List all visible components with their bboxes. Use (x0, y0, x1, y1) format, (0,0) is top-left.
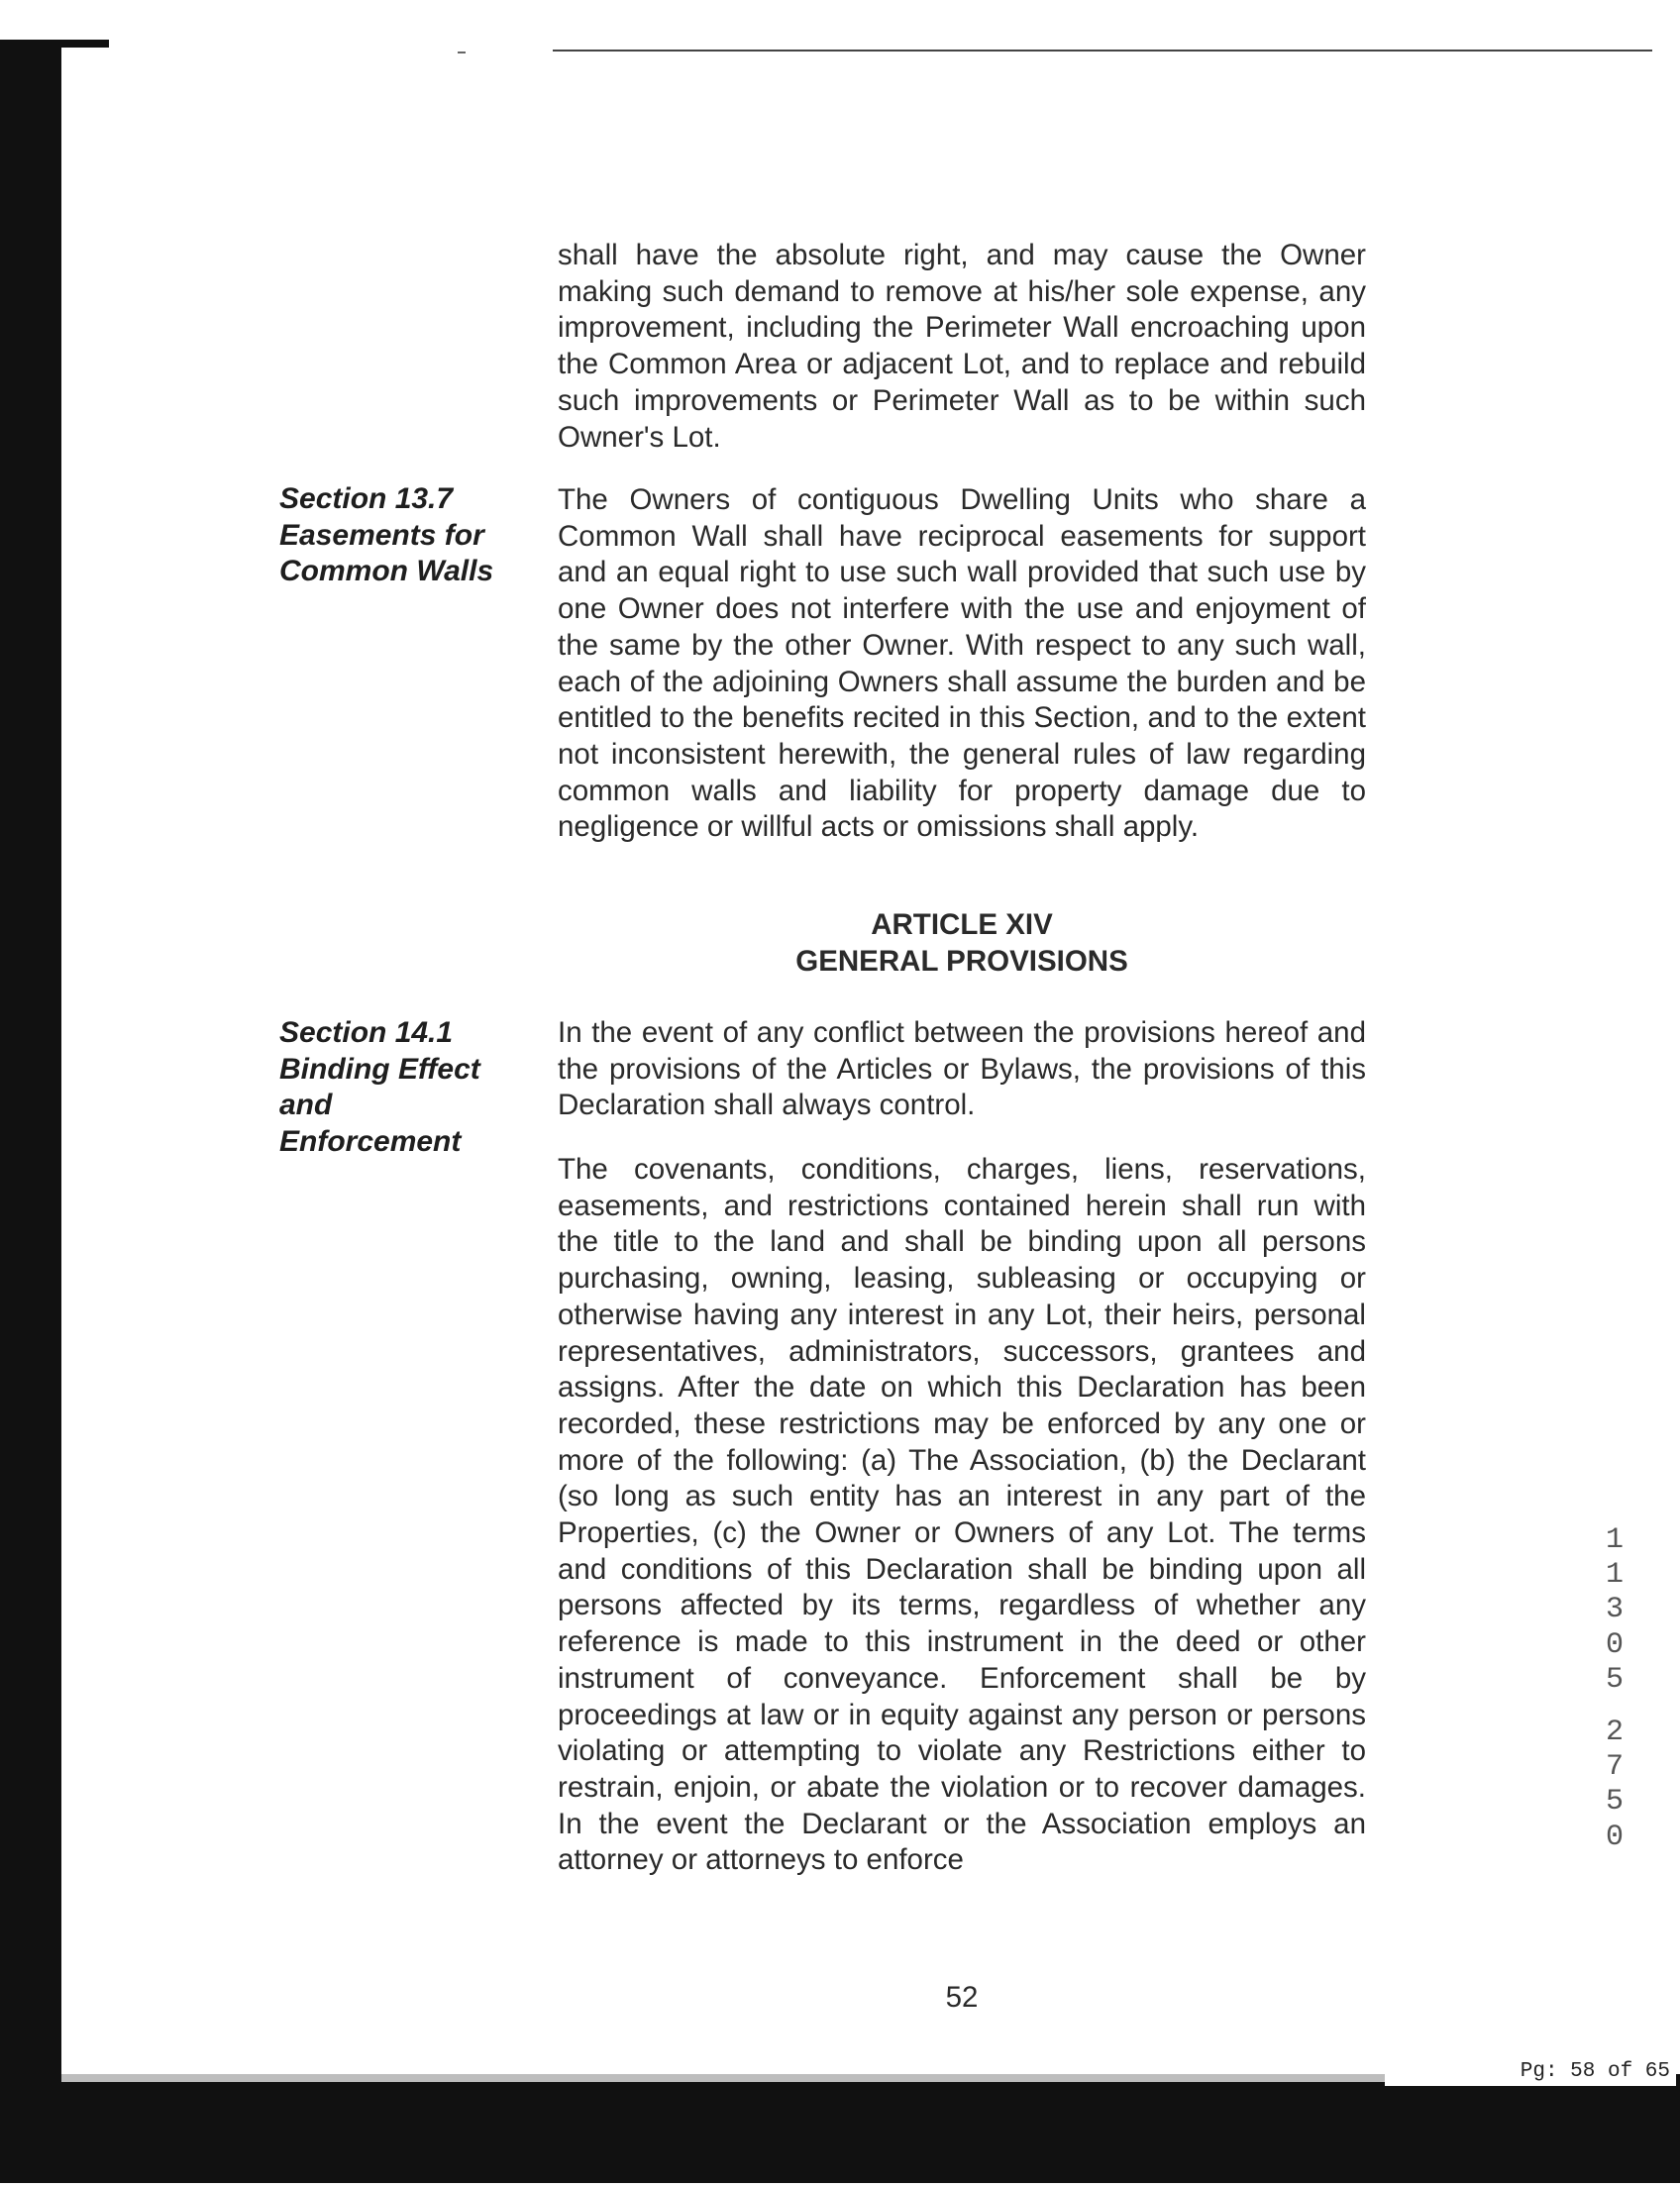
scan-bottom-edge (0, 2074, 1680, 2183)
scan-left-edge (0, 40, 61, 2100)
stamp-digit: 5 (1605, 1662, 1624, 1697)
stamp-digit: 1 (1605, 1523, 1624, 1557)
paragraph-continuation: shall have the absolute right, and may cause the Owner making such demand to remove at his/her sole expense, any improvement, including the Perimeter Wall encroaching upon the Common Area or adjacent Lot, and to replace and rebuild such improvements or Perimeter Wall as to be within such Owner's Lot. (558, 239, 1366, 454)
stamp-digit: 5 (1605, 1785, 1624, 1820)
page-count-stamp: Pg: 58 of 65 (1385, 2058, 1676, 2086)
section-13-7-title-line-2: Common Walls (279, 555, 494, 587)
section-13-7-title-line-1: Easements for (279, 518, 484, 552)
section-14-1-title-line-3: Enforcement (279, 1124, 462, 1158)
stamp-digit: 0 (1605, 1820, 1624, 1854)
paragraph-section-14-1-b: The covenants, conditions, charges, liens, reservations, easements, and restrictions contained herein shall run with the title to the land and shall be binding upon all persons purchasing, owning, leasing, subleasing or occupying or otherwise having any interest in any Lot, their heirs, personal representatives, administrators, successors, grantees and assigns. After the date on which this Declaration has been recorded, these restrictions may be enforced by any one or more of the following: (a) The Association, (b) the Declarant (so long as such entity has an interest in any part of the Properties, (c) the Owner or Owners of any Lot. The terms and conditions of this Declaration shall be binding upon all persons affected by its terms, regardless of whether any reference is made to this instrument in the deed or other instrument of conveyance. Enforcement shall be by proceedings at law or in equity against any person or persons violating or attempting to violate any Restrictions either to restrain, enjoin, or abate the violation or to recover damages. In the event the Declarant or the Association employs an attorney or attorneys to enforce (558, 1153, 1366, 1877)
article-title: GENERAL PROVISIONS (795, 944, 1128, 978)
section-13-7-number: Section 13.7 (279, 482, 454, 515)
paragraph-section-14-1-a: In the event of any conflict between the provisions hereof and the provisions of the Articles or Bylaws, the provisions of this Declaration shall always control. (558, 1016, 1366, 1122)
paragraph-section-13-7: The Owners of contiguous Dwelling Units who share a Common Wall shall have reciprocal easements for support and an equal right to use such wall provided that such use by one Owner does not interfere with the use and enjoyment of the same by the other Owner. With respect to any such wall, each of the adjoining Owners shall assume the burden and be entitled to the benefits recited in this Section, and to the extent not inconsistent herewith, the general rules of law regarding common walls and liability for property damage due to negligence or willful acts or omissions shall apply. (558, 483, 1366, 844)
stamp-digit: 3 (1605, 1593, 1624, 1627)
stamp-digit: 0 (1605, 1627, 1624, 1662)
section-14-1-title-line-1: Binding Effect (279, 1052, 480, 1086)
section-14-1-label (279, 1015, 522, 1160)
section-13-7-label (279, 481, 522, 590)
header-tick (458, 52, 466, 53)
article-number: ARTICLE XIV (871, 908, 1053, 941)
recording-number-stamp (1597, 1523, 1632, 1855)
section-14-1-number: Section 14.1 (279, 1016, 454, 1049)
page-number: 52 (945, 1981, 979, 2014)
stamp-digit: 2 (1605, 1716, 1624, 1750)
stamp-digit: 7 (1605, 1750, 1624, 1785)
article-heading (558, 907, 1366, 980)
scan-bottom-edge-highlight (61, 2074, 1389, 2082)
stamp-digit: 1 (1605, 1558, 1624, 1593)
header-rule (553, 50, 1652, 52)
section-14-1-title-line-2: and (279, 1089, 333, 1121)
scan-top-left-mark (0, 40, 109, 48)
